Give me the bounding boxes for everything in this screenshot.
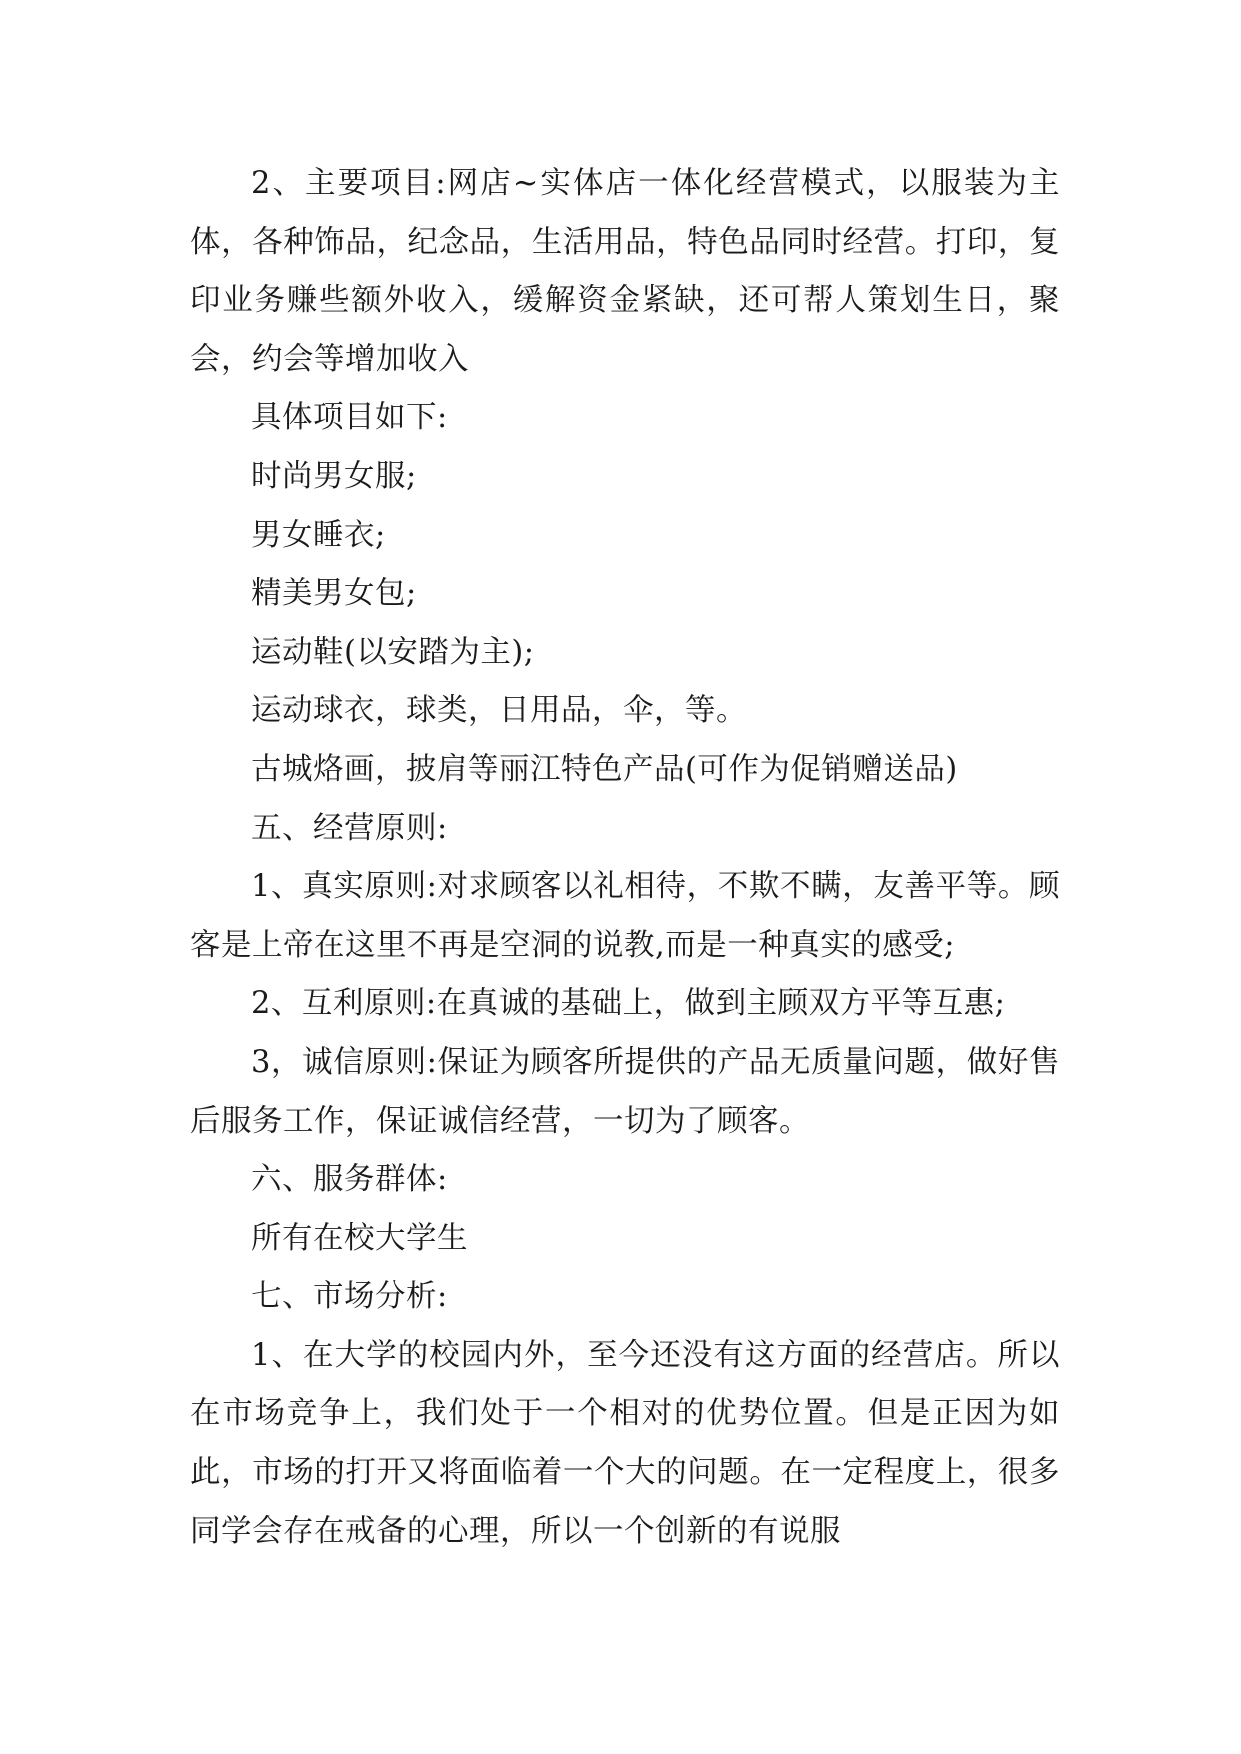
paragraph-principle-mutual-benefit: 2、互利原则:在真诚的基础上，做到主顾双方平等互惠; [251, 986, 1006, 1022]
section-heading-target-group: 六、服务群体: [251, 1162, 448, 1198]
section-heading-market-analysis: 七、市场分析: [251, 1279, 448, 1315]
paragraph-item-pajamas: 男女睡衣; [251, 517, 386, 553]
paragraph-item-local-products: 古城烙画，披肩等丽江特色产品(可作为促销赠送品) [251, 751, 958, 787]
paragraph-principle-truth: 1、真实原则:对求顾客以礼相待，不欺不瞒，友善平等。顾客是上帝在这里不再是空洞的说教,而是一种真实的感受; [190, 869, 1060, 963]
paragraph-item-fashion-clothing: 时尚男女服; [251, 458, 417, 494]
paragraph-item-bags: 精美男女包; [251, 576, 417, 612]
paragraph-project-list-heading: 具体项目如下: [251, 400, 448, 436]
paragraph-target-group: 所有在校大学生 [251, 1220, 468, 1256]
paragraph-item-sports-shoes: 运动鞋(以安踏为主); [251, 634, 535, 670]
paragraph-item-sportswear: 运动球衣，球类，日用品，伞，等。 [251, 693, 747, 729]
paragraph-principle-integrity: 3，诚信原则:保证为顾客所提供的产品无质量问题，做好售后服务工作，保证诚信经营，一切为了顾客。 [190, 1044, 1060, 1139]
paragraph-market-analysis: 1、在大学的校园内外，至今还没有这方面的经营店。所以在市场竞争上，我们处于一个相对的优势位置。但是正因为如此，市场的打开又将面临着一个大的问题。在一定程度上，很多同学会存在戒备的心理，所以一个创新的有说服 [190, 1337, 1060, 1549]
section-heading-principles: 五、经营原则: [251, 810, 448, 846]
document-body [190, 155, 1060, 1561]
paragraph-main-projects: 2、主要项目:网店~实体店一体化经营模式，以服装为主体，各种饰品，纪念品，生活用品，特色品同时经营。打印，复印业务赚些额外收入，缓解资金紧缺，还可帮人策划生日，聚会，约会等增加收入 [190, 166, 1060, 377]
